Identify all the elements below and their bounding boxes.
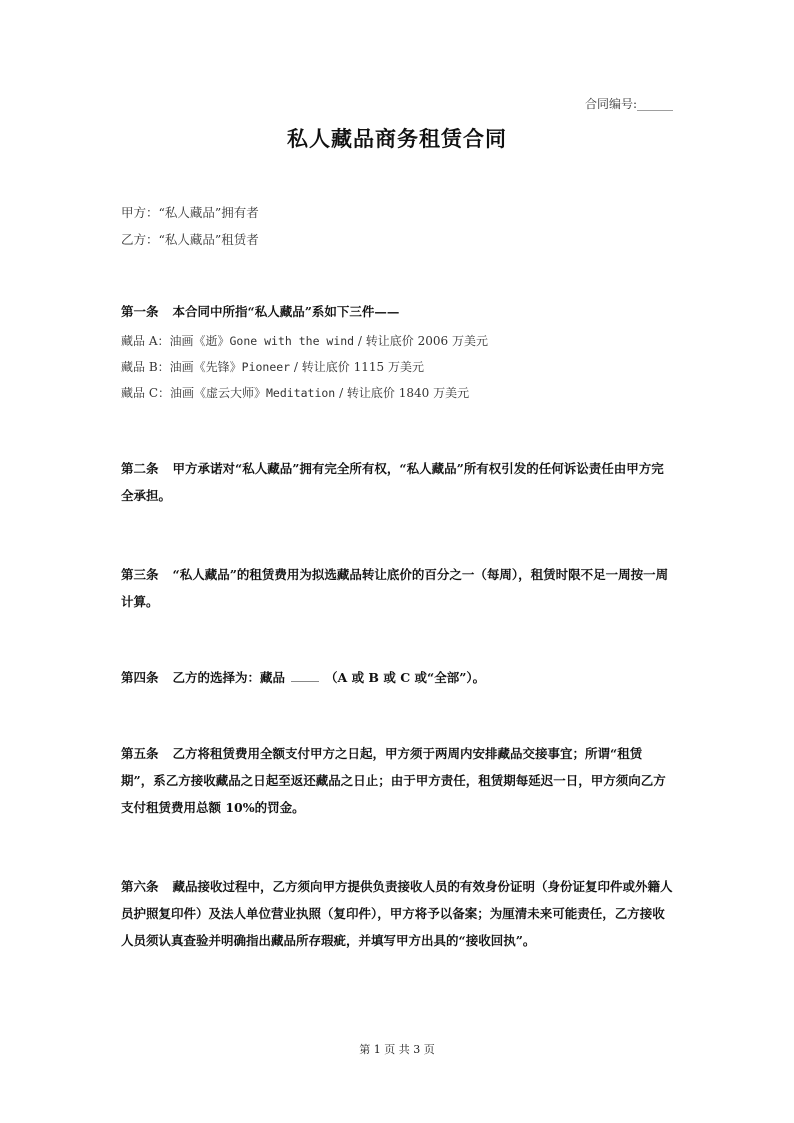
party-b: 乙方：“私人藏品”租赁者 bbox=[121, 232, 259, 247]
collection-item-c bbox=[121, 384, 469, 401]
article-6 bbox=[121, 873, 674, 954]
article-3-number: 第三条 bbox=[121, 567, 159, 582]
article-4 bbox=[121, 664, 674, 691]
article-5 bbox=[121, 740, 674, 821]
article-4-text: 乙方的选择为：藏品 bbox=[172, 670, 286, 685]
item-c-prefix: 藏品 C：油画《虚云大师》 bbox=[121, 386, 266, 400]
article-3-text: “私人藏品”的租赁费用为拟选藏品转让底价的百分之一（每周），租赁时限不足一周按一周计算。 bbox=[121, 567, 669, 609]
collection-item-b bbox=[121, 358, 424, 375]
item-c-title: Meditation bbox=[266, 386, 336, 400]
item-b-title: Pioneer bbox=[241, 360, 291, 374]
article-5-text: 乙方将租赁费用全额支付甲方之日起，甲方须于两周内安排藏品交接事宜；所谓“租赁期”，系乙方接收藏品之日起至返还藏品之日止；由于甲方责任，租赁期每延迟一日，甲方须向乙方支付租赁费用总额 10%的罚金。 bbox=[121, 746, 666, 815]
document-title: 私人藏品商务租赁合同 bbox=[287, 126, 507, 151]
contract-number-label: 合同编号: bbox=[584, 97, 637, 111]
article-4-options: （A 或 B 或 C 或“全部”）。 bbox=[325, 670, 486, 685]
item-a-price: / 转让底价 2006 万美元 bbox=[354, 334, 488, 348]
item-c-price: / 转让底价 1840 万美元 bbox=[335, 386, 470, 400]
article-2-text: 甲方承诺对“私人藏品”拥有完全所有权，“私人藏品”所有权引发的任何诉讼责任由甲方完全承担。 bbox=[121, 461, 664, 503]
item-a-title: Gone with the wind bbox=[229, 334, 355, 348]
article-2 bbox=[121, 455, 674, 509]
party-a: 甲方：“私人藏品”拥有者 bbox=[121, 205, 259, 220]
article-1-number: 第一条 bbox=[121, 304, 159, 319]
article-1-text: 本合同中所指“私人藏品”系如下三件—— bbox=[172, 304, 400, 319]
article-4-number: 第四条 bbox=[121, 670, 159, 685]
collection-item-a bbox=[121, 332, 488, 349]
article-5-number: 第五条 bbox=[121, 746, 159, 761]
item-a-prefix: 藏品 A：油画《逝》 bbox=[121, 334, 230, 348]
article-6-number: 第六条 bbox=[121, 879, 159, 894]
item-b-prefix: 藏品 B：油画《先锋》 bbox=[121, 360, 242, 374]
contract-number-value: ______ bbox=[637, 97, 673, 111]
page-number: 第 1 页 共 3 页 bbox=[359, 1043, 435, 1056]
article-6-text: 藏品接收过程中，乙方须向甲方提供负责接收人员的有效身份证明（身份证复印件或外籍人员护照复印件）及法人单位营业执照（复印件），甲方将予以备案；为厘清未来可能责任，乙方接收人员须认真查验并明确指出藏品所存瑕疵，并填写甲方出具的“接收回执”。 bbox=[121, 879, 673, 948]
article-2-number: 第二条 bbox=[121, 461, 159, 476]
collection-choice-blank bbox=[291, 671, 319, 682]
contract-number bbox=[585, 95, 673, 112]
article-1 bbox=[121, 298, 674, 325]
article-3 bbox=[121, 561, 674, 615]
item-b-price: / 转让底价 1115 万美元 bbox=[290, 360, 424, 374]
